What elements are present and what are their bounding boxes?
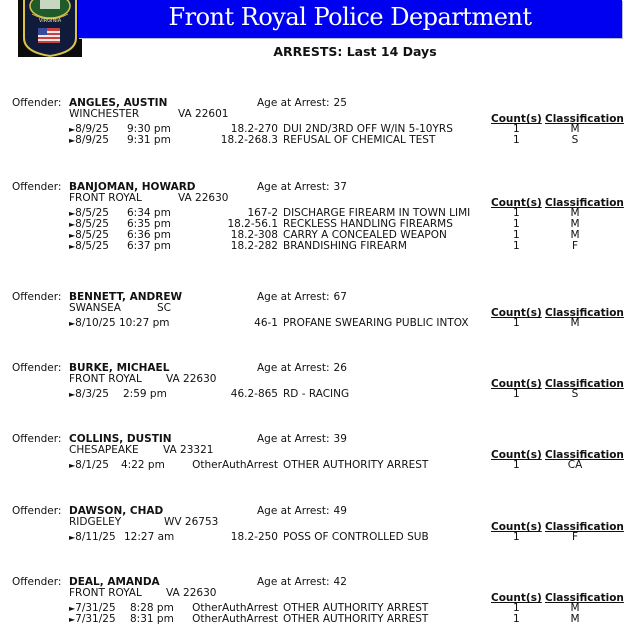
charge-row <box>0 240 640 252</box>
charge-time: 6:35 pm <box>127 218 171 230</box>
triangle-bullet-icon: ► <box>69 533 76 542</box>
charge-classification: CA <box>567 459 583 471</box>
charge-datetime <box>69 531 116 543</box>
charge-description: DISCHARGE FIREARM IN TOWN LIMI <box>283 207 471 219</box>
charge-count: 1 <box>513 207 520 219</box>
header-banner <box>78 0 622 38</box>
charge-date: 8/11/25 <box>75 531 116 543</box>
charge-date: 7/31/25 <box>75 613 116 625</box>
triangle-bullet-icon: ► <box>69 231 76 240</box>
offender-city: FRONT ROYAL <box>69 192 142 204</box>
charge-description: PROFANE SWEARING PUBLIC INTOX <box>283 317 469 329</box>
age-value: 26 <box>333 362 347 374</box>
offender-name: DEAL, AMANDA <box>69 576 160 588</box>
charge-classification: M <box>570 207 580 219</box>
charge-count: 1 <box>513 459 520 471</box>
charge-code: 18.2-268.3 <box>220 134 278 146</box>
age-label: Age at Arrest: <box>257 181 330 193</box>
offender-label: Offender: <box>12 505 62 517</box>
classification-column-header: Classification <box>545 197 624 209</box>
charge-date: 8/5/25 <box>75 218 109 230</box>
age-value: 39 <box>333 433 347 445</box>
badge-text: VIRGINIA <box>38 18 62 24</box>
charge-description: RD - RACING <box>283 388 350 400</box>
offender-label: Offender: <box>12 291 62 303</box>
offender-city: RIDGELEY <box>69 516 122 528</box>
charge-time: 6:34 pm <box>127 207 171 219</box>
charge-classification: F <box>571 240 579 252</box>
charge-datetime <box>69 134 109 146</box>
age-at-arrest <box>257 362 347 374</box>
charge-classification: M <box>570 602 580 614</box>
charge-count: 1 <box>513 134 520 146</box>
charge-count: 1 <box>513 123 520 135</box>
charge-datetime <box>69 388 109 400</box>
age-at-arrest <box>257 97 347 109</box>
charge-time: 6:36 pm <box>127 229 171 241</box>
charge-description: OTHER AUTHORITY ARREST <box>283 459 429 471</box>
charge-row <box>0 134 640 146</box>
charge-time: 8:31 pm <box>130 613 174 625</box>
age-label: Age at Arrest: <box>257 576 330 588</box>
charge-code: 46.2-865 <box>230 388 278 400</box>
charge-description: OTHER AUTHORITY ARREST <box>283 602 429 614</box>
counts-column-header: Count(s) <box>491 592 542 604</box>
offender-state-zip: SC <box>157 302 171 314</box>
offender-state-zip: WV 26753 <box>164 516 219 528</box>
age-at-arrest <box>257 576 347 588</box>
offender-name: COLLINS, DUSTIN <box>69 433 172 445</box>
charge-classification: S <box>571 134 579 146</box>
triangle-bullet-icon: ► <box>69 125 76 134</box>
offender-name: BENNETT, ANDREW <box>69 291 183 303</box>
charge-classification: M <box>570 317 580 329</box>
offender-state-zip: VA 22601 <box>178 108 229 120</box>
charge-count: 1 <box>513 602 520 614</box>
offender-name: DAWSON, CHAD <box>69 505 164 517</box>
age-value: 49 <box>333 505 347 517</box>
charge-classification: M <box>570 218 580 230</box>
charge-description: REFUSAL OF CHEMICAL TEST <box>283 134 436 146</box>
charge-time: 4:22 pm <box>121 459 165 471</box>
charge-description: POSS OF CONTROLLED SUB <box>283 531 429 543</box>
charge-time: 9:31 pm <box>127 134 171 146</box>
age-at-arrest <box>257 181 347 193</box>
charge-count: 1 <box>513 388 520 400</box>
offender-name: BANJOMAN, HOWARD <box>69 181 196 193</box>
classification-column-header: Classification <box>545 307 624 319</box>
charge-classification: M <box>570 613 580 625</box>
triangle-bullet-icon: ► <box>69 319 76 328</box>
classification-column-header: Classification <box>545 113 624 125</box>
offender-city: WINCHESTER <box>69 108 140 120</box>
charge-code: 18.2-282 <box>230 240 278 252</box>
charge-count: 1 <box>513 240 520 252</box>
offender-label: Offender: <box>12 97 62 109</box>
age-at-arrest <box>257 433 347 445</box>
charge-date: 8/10/25 <box>75 317 116 329</box>
age-value: 42 <box>333 576 347 588</box>
age-label: Age at Arrest: <box>257 433 330 445</box>
triangle-bullet-icon: ► <box>69 136 76 145</box>
charge-classification: M <box>570 229 580 241</box>
classification-column-header: Classification <box>545 592 624 604</box>
counts-column-header: Count(s) <box>491 449 542 461</box>
charge-row <box>0 531 640 543</box>
charge-datetime <box>69 317 116 329</box>
charge-time: 12:27 am <box>124 531 175 543</box>
age-at-arrest <box>257 291 347 303</box>
counts-column-header: Count(s) <box>491 197 542 209</box>
offender-name: BURKE, MICHAEL <box>69 362 170 374</box>
charge-code: 18.2-308 <box>230 229 278 241</box>
offender-label: Offender: <box>12 362 62 374</box>
offender-label: Offender: <box>12 181 62 193</box>
offender-city: FRONT ROYAL <box>69 587 142 599</box>
charge-code: 18.2-56.1 <box>227 218 278 230</box>
counts-column-header: Count(s) <box>491 307 542 319</box>
charge-date: 7/31/25 <box>75 602 116 614</box>
charge-date: 8/5/25 <box>75 229 109 241</box>
triangle-bullet-icon: ► <box>69 604 76 613</box>
offender-state-zip: VA 23321 <box>163 444 214 456</box>
charge-description: CARRY A CONCEALED WEAPON <box>283 229 447 241</box>
triangle-bullet-icon: ► <box>69 209 76 218</box>
classification-column-header: Classification <box>545 521 624 533</box>
charge-count: 1 <box>513 229 520 241</box>
counts-column-header: Count(s) <box>491 113 542 125</box>
age-at-arrest <box>257 505 347 517</box>
charge-count: 1 <box>513 317 520 329</box>
report-subtitle: ARRESTS: Last 14 Days <box>273 44 437 59</box>
age-label: Age at Arrest: <box>257 291 330 303</box>
charge-time: 10:27 pm <box>119 317 170 329</box>
age-label: Age at Arrest: <box>257 97 330 109</box>
charge-date: 8/5/25 <box>75 240 109 252</box>
offender-city: CHESAPEAKE <box>69 444 139 456</box>
charge-date: 8/9/25 <box>75 123 109 135</box>
page-title: Front Royal Police Department <box>168 3 532 31</box>
charge-classification: M <box>570 123 580 135</box>
charge-date: 8/1/25 <box>75 459 109 471</box>
charge-date: 8/3/25 <box>75 388 109 400</box>
classification-column-header: Classification <box>545 449 624 461</box>
counts-column-header: Count(s) <box>491 378 542 390</box>
age-value: 67 <box>333 291 347 303</box>
offender-city: FRONT ROYAL <box>69 373 142 385</box>
offender-name: ANGLES, AUSTIN <box>69 97 168 109</box>
offender-state-zip: VA 22630 <box>166 587 217 599</box>
charge-count: 1 <box>513 613 520 625</box>
triangle-bullet-icon: ► <box>69 242 76 251</box>
charge-code: OtherAuthArrest <box>192 613 278 625</box>
counts-column-header: Count(s) <box>491 521 542 533</box>
age-value: 25 <box>333 97 347 109</box>
charge-date: 8/9/25 <box>75 134 109 146</box>
offender-label: Offender: <box>12 576 62 588</box>
classification-column-header: Classification <box>545 378 624 390</box>
charge-count: 1 <box>513 218 520 230</box>
charge-datetime <box>69 613 116 625</box>
charge-datetime <box>69 459 109 471</box>
charge-row <box>0 388 640 400</box>
triangle-bullet-icon: ► <box>69 390 76 399</box>
charge-time: 6:37 pm <box>127 240 171 252</box>
charge-code: 167-2 <box>247 207 278 219</box>
triangle-bullet-icon: ► <box>69 615 76 624</box>
charge-code: 18.2-250 <box>230 531 278 543</box>
triangle-bullet-icon: ► <box>69 461 76 470</box>
offender-label: Offender: <box>12 433 62 445</box>
charge-time: 8:28 pm <box>130 602 174 614</box>
charge-code: OtherAuthArrest <box>192 459 278 471</box>
charge-time: 2:59 pm <box>123 388 167 400</box>
offender-state-zip: VA 22630 <box>178 192 229 204</box>
charge-description: OTHER AUTHORITY ARREST <box>283 613 429 625</box>
charge-classification: S <box>571 388 579 400</box>
charge-date: 8/5/25 <box>75 207 109 219</box>
charge-datetime <box>69 240 109 252</box>
charge-code: OtherAuthArrest <box>192 602 278 614</box>
charge-description: DUI 2ND/3RD OFF W/IN 5-10YRS <box>283 123 453 135</box>
charge-description: RECKLESS HANDLING FIREARMS <box>283 218 453 230</box>
charge-row <box>0 317 640 329</box>
charge-time: 9:30 pm <box>127 123 171 135</box>
charge-count: 1 <box>513 531 520 543</box>
triangle-bullet-icon: ► <box>69 220 76 229</box>
offender-city: SWANSEA <box>69 302 121 314</box>
charge-code: 18.2-270 <box>230 123 278 135</box>
age-value: 37 <box>333 181 347 193</box>
charge-row <box>0 459 640 471</box>
charge-row <box>0 613 640 625</box>
age-label: Age at Arrest: <box>257 362 330 374</box>
charge-description: BRANDISHING FIREARM <box>283 240 407 252</box>
charge-code: 46-1 <box>254 317 278 329</box>
offender-state-zip: VA 22630 <box>166 373 217 385</box>
charge-classification: F <box>571 531 579 543</box>
age-label: Age at Arrest: <box>257 505 330 517</box>
